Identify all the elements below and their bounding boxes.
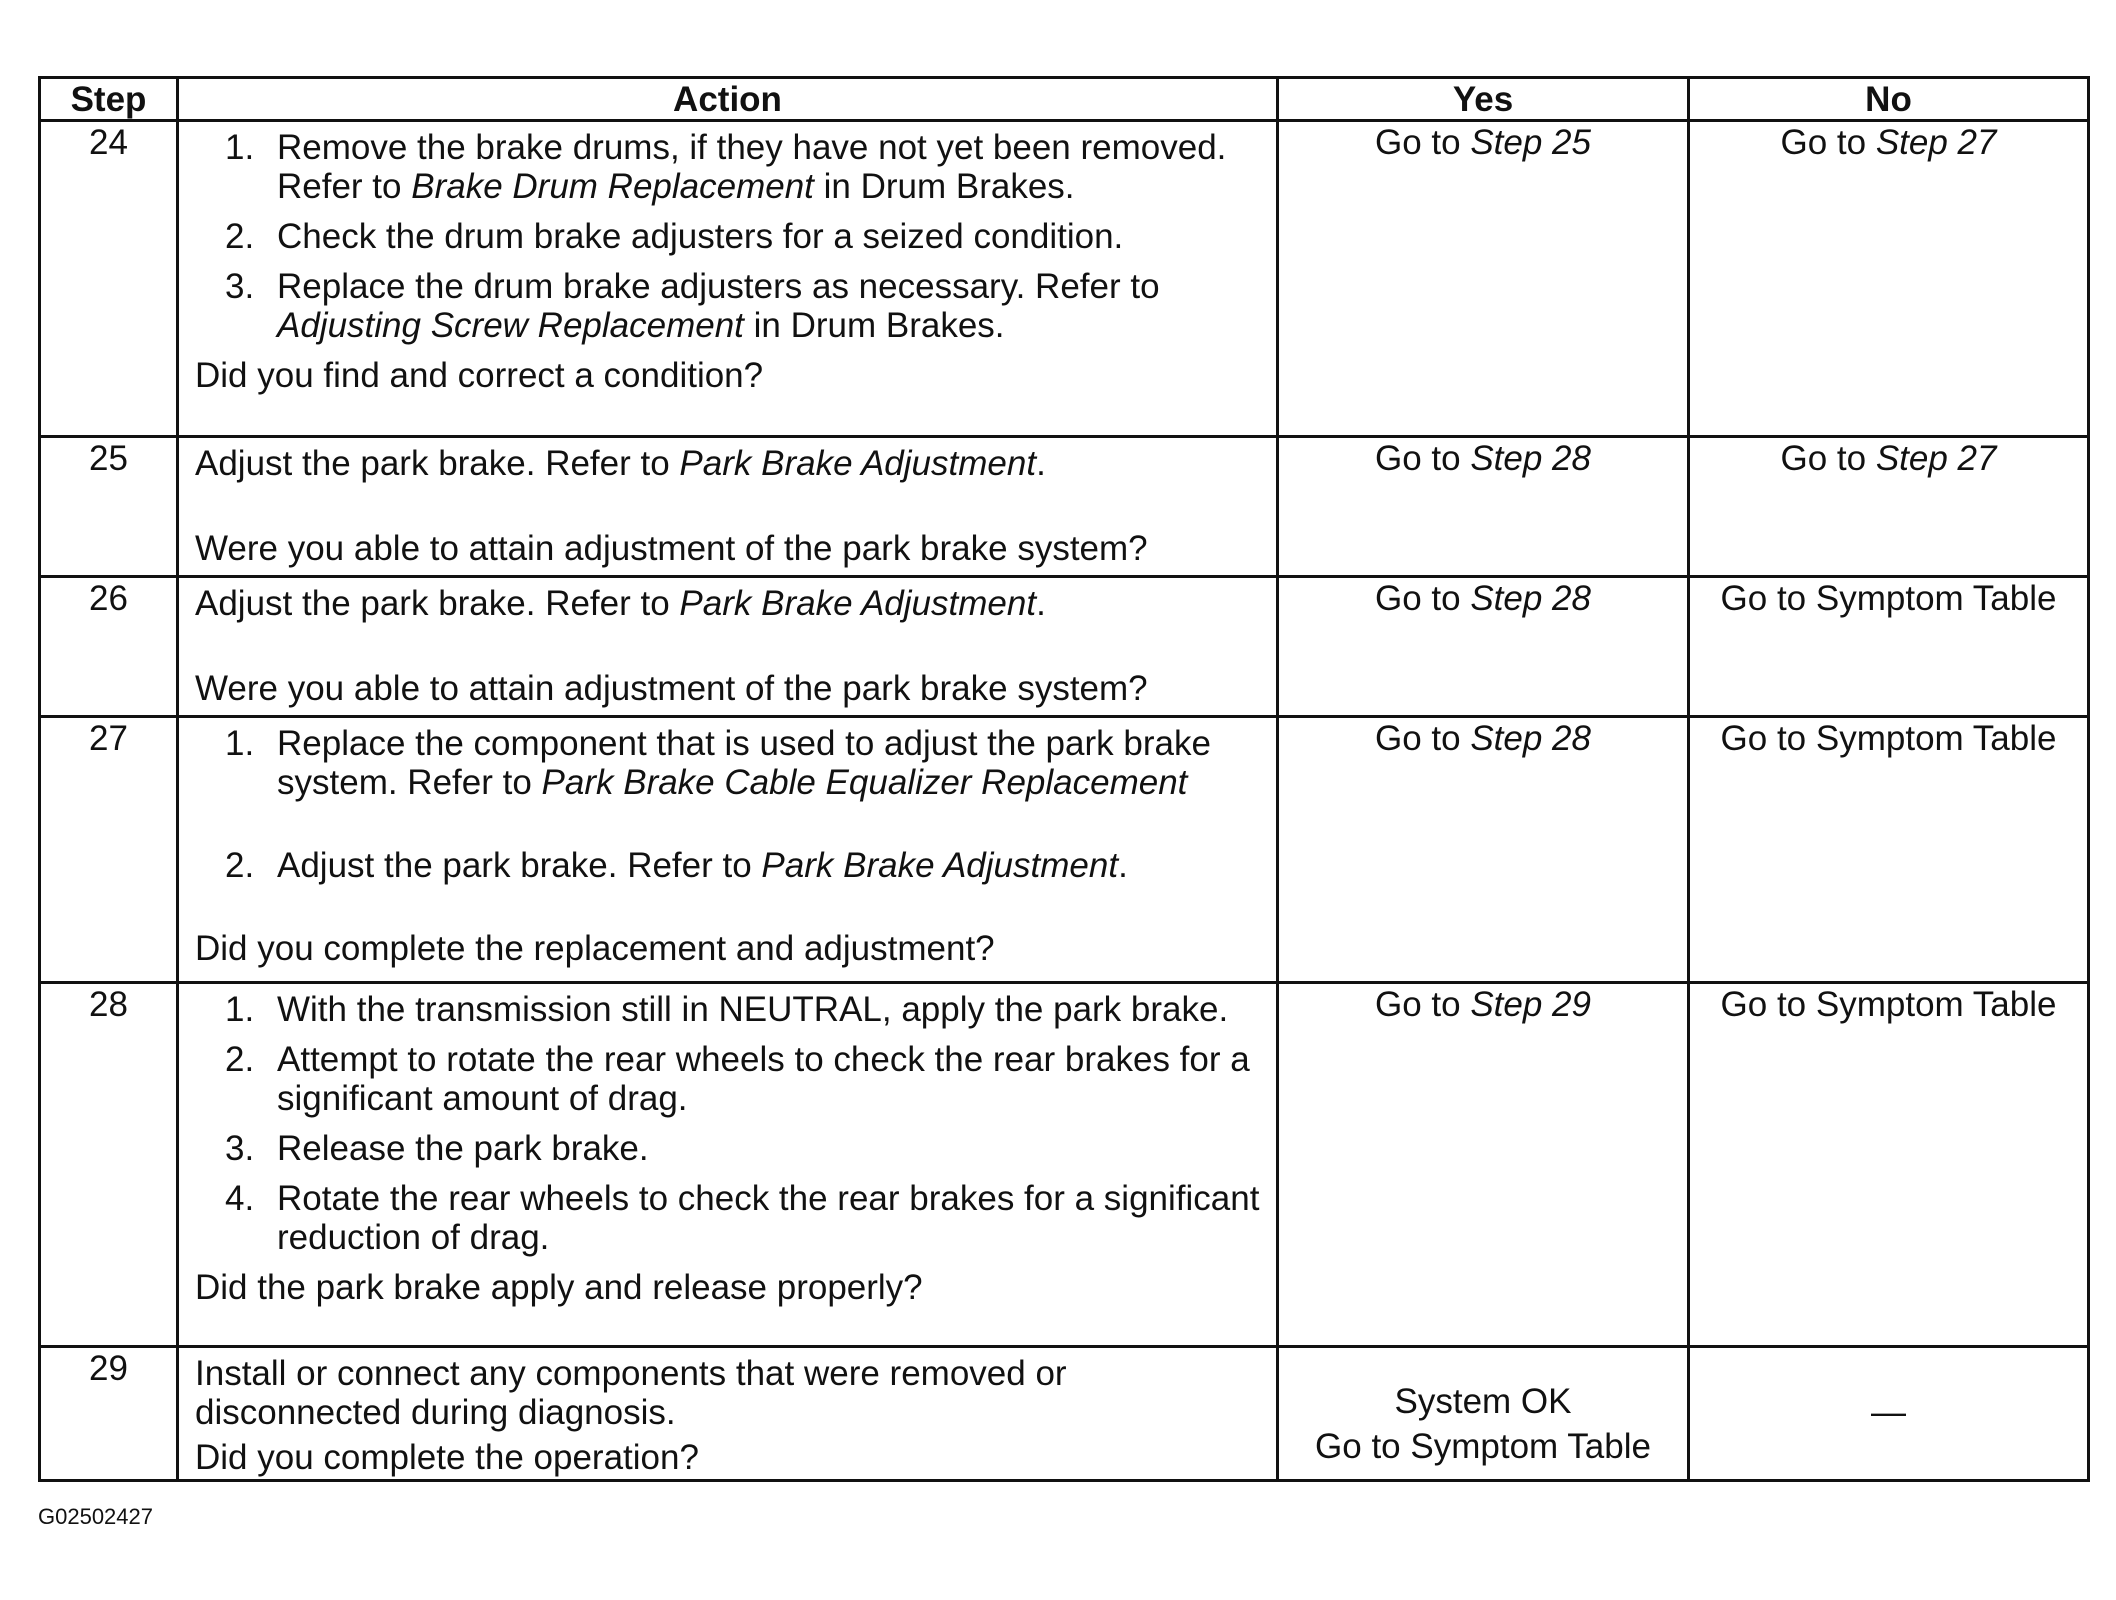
- item-reference: Adjusting Screw Replacement: [277, 306, 744, 345]
- item-text-tail: .: [1118, 846, 1128, 885]
- item-reference: Park Brake Cable Equalizer Replacement: [541, 763, 1188, 802]
- action-cell: [178, 121, 1278, 437]
- header-action: Action: [178, 78, 1278, 121]
- yes-text: Go to: [1375, 719, 1471, 758]
- table-row: [40, 121, 2089, 437]
- table-row: [40, 717, 2089, 983]
- diagnostic-table: [38, 76, 2090, 1482]
- header-step: Step: [40, 78, 178, 121]
- spacer: [195, 623, 1262, 669]
- item-number: 4.: [225, 1179, 255, 1218]
- row-question: Did you complete the operation?: [195, 1438, 699, 1477]
- yes-cell: [1278, 577, 1689, 717]
- no-cell: —: [1689, 1347, 2089, 1481]
- table-row: [40, 577, 2089, 717]
- list-item: [225, 267, 1262, 345]
- no-step-link: Step 27: [1875, 439, 1997, 478]
- action-cell: [178, 983, 1278, 1347]
- yes-text: Go to: [1375, 985, 1471, 1024]
- list-item: [225, 1129, 1262, 1168]
- item-number: 1.: [225, 990, 255, 1029]
- list-item: [225, 846, 1262, 885]
- step-number: 24: [40, 121, 178, 437]
- spacer: [195, 483, 1262, 529]
- list-item: [225, 128, 1262, 206]
- yes-text: Go to: [1375, 123, 1471, 162]
- no-text: Go to: [1780, 123, 1876, 162]
- item-number: 3.: [225, 1129, 255, 1168]
- item-text: Remove the brake drums, if they have not yet been removed. Refer to: [277, 128, 1227, 206]
- step-number: 29: [40, 1347, 178, 1481]
- yes-cell: [1278, 121, 1689, 437]
- yes-cell: [1278, 437, 1689, 577]
- yes-text: Go to: [1375, 439, 1471, 478]
- yes-text: Go to Symptom Table: [1315, 1427, 1651, 1466]
- list-item: [225, 724, 1262, 802]
- item-text: Release the park brake.: [277, 1129, 649, 1168]
- item-number: 2.: [225, 846, 255, 885]
- item-text: Adjust the park brake. Refer to: [277, 846, 762, 885]
- item-text-tail: in Drum Brakes.: [743, 306, 1005, 345]
- item-text: Attempt to rotate the rear wheels to check the rear brakes for a significant amount of drag.: [277, 1040, 1250, 1118]
- item-text: With the transmission still in NEUTRAL, apply the park brake.: [277, 990, 1229, 1029]
- list-item: [225, 990, 1262, 1029]
- item-number: 3.: [225, 267, 255, 306]
- action-cell: [178, 1347, 1278, 1481]
- action-cell: [178, 437, 1278, 577]
- item-reference: Brake Drum Replacement: [411, 167, 814, 206]
- table-row: [40, 437, 2089, 577]
- diagnostic-table-wrapper: [38, 76, 2090, 1482]
- header-yes: Yes: [1278, 78, 1689, 121]
- step-number: 28: [40, 983, 178, 1347]
- action-text: Adjust the park brake. Refer to: [195, 444, 680, 483]
- row-question: Were you able to attain adjustment of the park brake system?: [195, 529, 1148, 568]
- yes-cell: [1278, 717, 1689, 983]
- yes-cell: [1278, 983, 1689, 1347]
- yes-cell: [1278, 1347, 1689, 1481]
- step-number: 26: [40, 577, 178, 717]
- row-question: Did the park brake apply and release properly?: [195, 1268, 923, 1307]
- row-question: Were you able to attain adjustment of the park brake system?: [195, 669, 1148, 708]
- yes-step-link: Step 28: [1470, 439, 1591, 478]
- row-question: Did you find and correct a condition?: [195, 356, 764, 395]
- item-reference: Park Brake Adjustment: [761, 846, 1119, 885]
- header-no: No: [1689, 78, 2089, 121]
- action-text: Adjust the park brake. Refer to: [195, 584, 680, 623]
- table-header-row: [40, 78, 2089, 121]
- list-item: [225, 1179, 1262, 1257]
- yes-text: Go to: [1375, 579, 1471, 618]
- action-cell: [178, 717, 1278, 983]
- action-reference: Park Brake Adjustment: [679, 444, 1037, 483]
- yes-step-link: Step 28: [1470, 719, 1591, 758]
- row-question: Did you complete the replacement and adjustment?: [195, 929, 995, 968]
- no-text: Go to: [1780, 439, 1876, 478]
- action-cell: [178, 577, 1278, 717]
- no-cell: Go to Symptom Table: [1689, 717, 2089, 983]
- yes-step-link: Step 29: [1470, 985, 1591, 1024]
- yes-step-link: Step 28: [1470, 579, 1591, 618]
- table-row: [40, 1347, 2089, 1481]
- no-step-link: Step 27: [1875, 123, 1997, 162]
- step-number: 27: [40, 717, 178, 983]
- item-text: Replace the component that is used to adjust the park brake system. Refer to: [277, 724, 1211, 802]
- item-text: Check the drum brake adjusters for a seized condition.: [277, 217, 1124, 256]
- no-cell: [1689, 121, 2089, 437]
- item-text: Rotate the rear wheels to check the rear brakes for a significant reduction of drag.: [277, 1179, 1260, 1257]
- action-reference: Park Brake Adjustment: [679, 584, 1037, 623]
- no-cell: Go to Symptom Table: [1689, 577, 2089, 717]
- item-number: 1.: [225, 128, 255, 167]
- item-number: 2.: [225, 1040, 255, 1079]
- item-number: 1.: [225, 724, 255, 763]
- table-row: [40, 983, 2089, 1347]
- action-text-tail: .: [1036, 444, 1046, 483]
- list-item: [225, 1040, 1262, 1118]
- item-text: Replace the drum brake adjusters as necessary. Refer to: [277, 267, 1160, 306]
- no-cell: [1689, 437, 2089, 577]
- yes-text: System OK: [1394, 1382, 1572, 1421]
- list-item: [225, 217, 1262, 256]
- item-number: 2.: [225, 217, 255, 256]
- action-text-tail: .: [1036, 584, 1046, 623]
- step-number: 25: [40, 437, 178, 577]
- yes-step-link: Step 25: [1470, 123, 1591, 162]
- no-cell: Go to Symptom Table: [1689, 983, 2089, 1347]
- action-text: Install or connect any components that were removed or disconnected during diagnosis.: [195, 1354, 1067, 1432]
- figure-id: G02502427: [38, 1504, 153, 1529]
- item-text-tail: in Drum Brakes.: [813, 167, 1075, 206]
